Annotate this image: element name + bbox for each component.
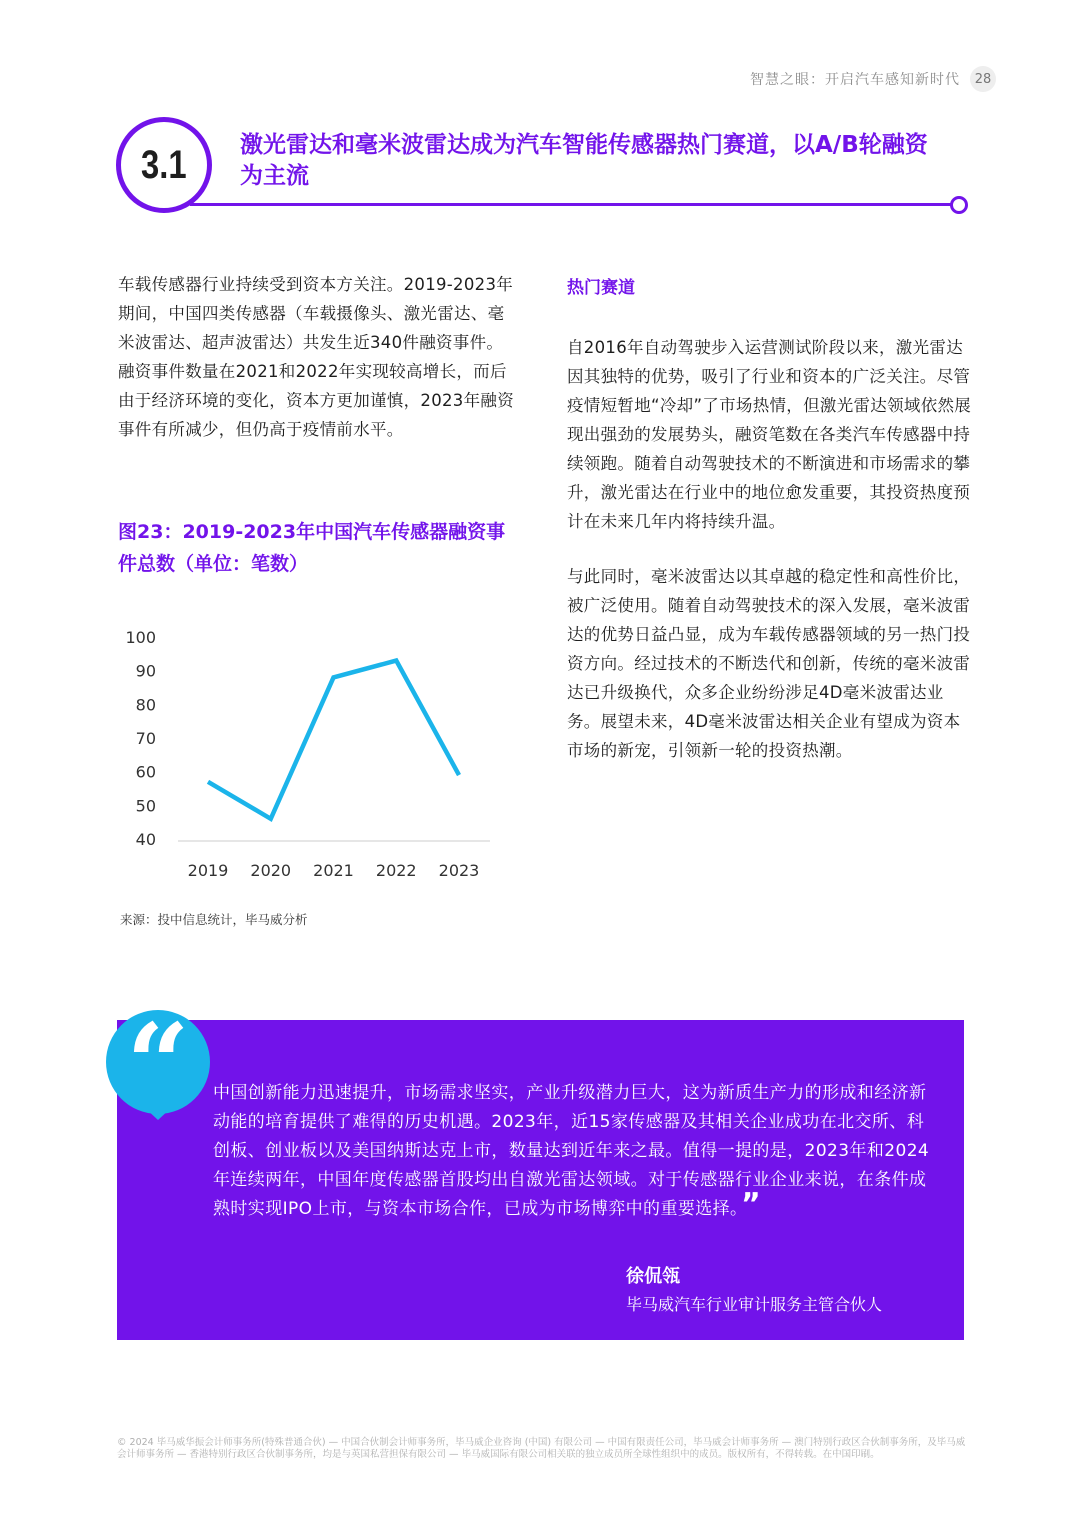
- y-tick-label: 60: [135, 762, 156, 782]
- y-tick-label: 80: [135, 695, 156, 715]
- figure-title: 图23：2019-2023年中国汽车传感器融资事件总数（单位：笔数）: [118, 521, 506, 575]
- right-paragraph-2: 与此同时，毫米波雷达以其卓越的稳定性和高性价比，被广泛使用。随着自动驾驶技术的深入发展，毫米波雷达的优势日益凸显，成为车载传感器领域的另一热门投资方向。经过技术的不断迭代和创新，传统的毫米波雷达已升级换代，众多企业纷纷涉足4D毫米波雷达业务。展望未来，4D毫米波雷达相关企业有望成为资本市场的新宠，引领新一轮的投资热潮。: [567, 567, 971, 760]
- section-number: 3.1: [141, 142, 187, 187]
- y-tick-label: 40: [135, 830, 156, 849]
- x-tick-label: 2022: [375, 861, 417, 880]
- quote-bubble-icon: [105, 1010, 211, 1124]
- financing-events-line-chart: [110, 615, 510, 895]
- x-tick-label: 2020: [250, 861, 292, 880]
- right-column: [567, 270, 972, 765]
- page-number: 28: [970, 66, 996, 92]
- y-tick-label: 50: [135, 796, 156, 816]
- quote-body: 中国创新能力迅速提升，市场需求坚实，产业升级潜力巨大，这为新质生产力的形成和经济新动能的培育提供了难得的历史机遇。2023年，近15家传感器及其相关企业成功在北交所、科创板、创业板以及美国纳斯达克上市，数量达到近年来之最。值得一提的是，2023年和2024年连续两年，中国年度传感器首股均出自激光雷达领域。对于传感器行业企业来说，在条件成熟时实现IPO上市，与资本市场合作，已成为市场博弈中的重要选择。: [213, 1083, 930, 1219]
- section-title: 激光雷达和毫米波雷达成为汽车智能传感器热门赛道，以A/B轮融资为主流: [240, 132, 928, 189]
- y-tick-label: 70: [135, 729, 156, 748]
- section-divider: [190, 203, 952, 206]
- y-tick-label: 100: [125, 628, 156, 647]
- quote-text: [213, 1079, 933, 1224]
- section-number-badge: [116, 117, 212, 213]
- right-paragraph-1: 自2016年自动驾驶步入运营测试阶段以来，激光雷达因其独特的优势，吸引了行业和资本的广泛关注。尽管疫情短暂地“冷却”了市场热情，但激光雷达领域依然展现出强劲的发展势头，融资笔数在各类汽车传感器中持续领跑。随着自动驾驶技术的不断演进和市场需求的攀升，激光雷达在行业中的地位愈发重要，其投资热度预计在未来几年内将持续升温。: [567, 338, 972, 531]
- quote-close-mark: ”: [740, 1187, 762, 1222]
- figure-source: 来源：投中信息统计，毕马威分析: [120, 912, 308, 927]
- footer-disclaimer: © 2024 毕马威华振会计师事务所(特殊普通合伙) — 中国合伙制会计师事务所，毕马威企业咨询 (中国) 有限公司 — 中国有限责任公司，毕马威会计师事务所 — 澳门特别行政区合伙制事务所，及毕马威会计师事务所 — 香港特别行政区合伙制事务所，均是与英国私营担保有限公司 — 毕马威国际有限公司相关联的独立成员所全球性组织中的成员。版权所有，不得转载。在中国印刷。: [117, 1437, 966, 1460]
- left-column: [118, 270, 518, 444]
- quote-open-mark: “: [126, 1010, 190, 1120]
- quote-author-role: 毕马威汽车行业审计服务主管合伙人: [626, 1295, 883, 1314]
- x-tick-label: 2023: [438, 861, 480, 880]
- section-divider-end-dot: [950, 196, 968, 214]
- series-line: [208, 661, 459, 819]
- quote-author: 徐侃瓴: [626, 1266, 680, 1287]
- y-tick-label: 90: [135, 661, 156, 681]
- x-tick-label: 2019: [187, 861, 229, 880]
- x-tick-label: 2021: [313, 861, 354, 880]
- page-header: [750, 66, 996, 92]
- right-subhead: 热门赛道: [567, 278, 635, 298]
- header-title: 智慧之眼：开启汽车感知新时代: [750, 72, 960, 88]
- intro-paragraph: 车载传感器行业持续受到资本方关注。2019-2023年期间，中国四类传感器（车载摄像头、激光雷达、毫米波雷达、超声波雷达）共发生近340件融资事件。融资事件数量在2021和2022年实现较高增长，而后由于经济环境的变化，资本方更加谨慎，2023年融资事件有所减少，但仍高于疫情前水平。: [118, 275, 514, 439]
